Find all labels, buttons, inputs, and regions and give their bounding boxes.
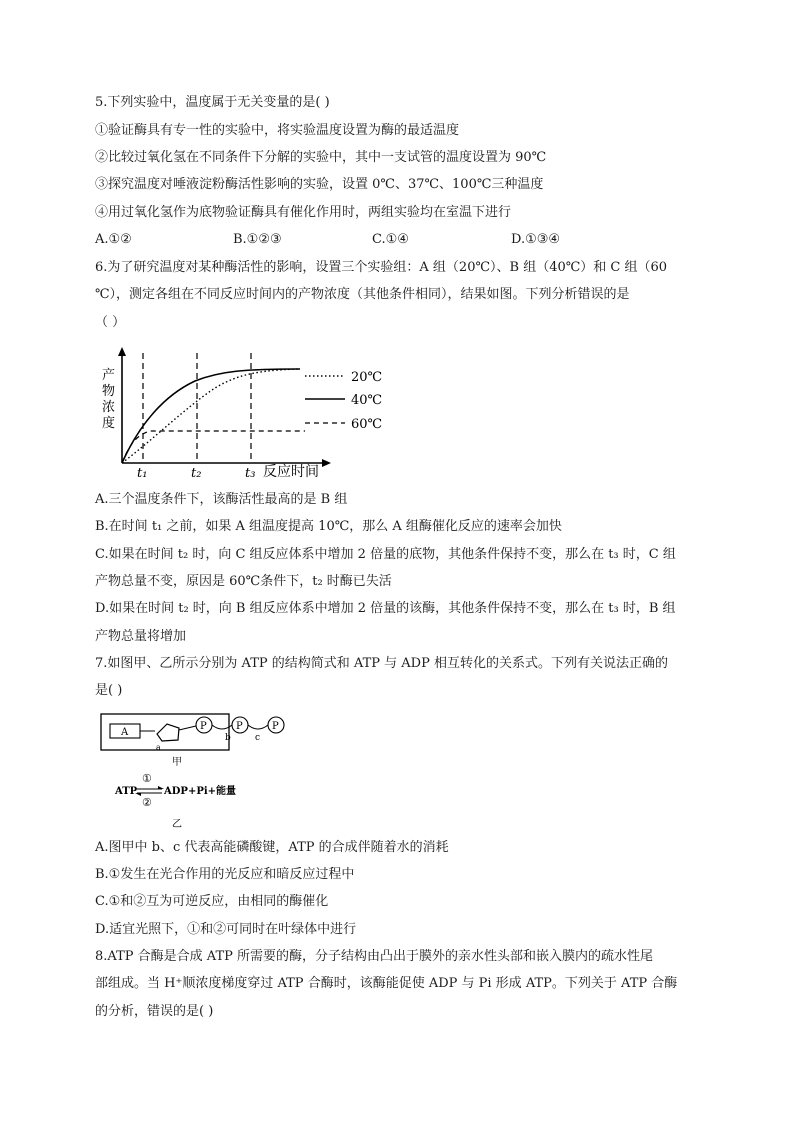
bond-label-b: b — [225, 733, 231, 743]
q5-item-4: ④用过氧化氢作为底物验证酶具有催化作用时，两组实验均在室温下进行 — [95, 205, 512, 220]
eq-right: ADP+Pi+能量 — [164, 786, 237, 797]
q7-stem-line-2: 是( ) — [95, 683, 123, 698]
q7-stem-line-1: 7.如图甲、乙所示分别为 ATP 的结构简式和 ATP 与 ADP 相互转化的关系式。下列有关说法正确的 — [95, 656, 668, 671]
legend-40c-label: 40℃ — [351, 393, 383, 408]
phosphate-1-label: P — [200, 721, 207, 732]
caption-jia: 甲 — [172, 757, 182, 768]
y-axis-arrow — [118, 347, 126, 356]
q7-figure — [100, 710, 300, 832]
q6-stem-line-3: （ ） — [95, 315, 126, 330]
tick-t1: t₁ — [137, 466, 148, 481]
q5-stem: 5.下列实验中，温度属于无关变量的是( ) — [95, 95, 330, 110]
q5-option-b: B.①②③ — [233, 232, 282, 247]
ylabel-char-2: 物 — [102, 384, 116, 399]
xlabel: 反应时间 — [263, 464, 319, 480]
curve-40c — [122, 369, 300, 463]
q6-option-d-line-2: 产物总量将增加 — [95, 629, 187, 644]
q6-option-c-line-2: 产物总量不变，原因是 60℃条件下，t₂ 时酶已失活 — [95, 574, 392, 589]
q8-stem-line-2: 部组成。当 H⁺顺浓度梯度穿过 ATP 合酶时，该酶能促使 ADP 与 Pi 形成 ATP。下列关于 ATP 合酶 — [95, 976, 678, 991]
q5-item-1: ①验证酶具有专一性的实验中，将实验温度设置为酶的最适温度 — [95, 123, 460, 138]
bond-label-c: c — [255, 733, 261, 743]
q5-option-d: D.①③④ — [511, 232, 561, 247]
q8-stem-line-3: 的分析，错误的是( ) — [95, 1004, 214, 1019]
q6-stem-line-1: 6.为了研究温度对某种酶活性的影响，设置三个实验组：A 组（20℃）、B 组（40℃）和 C 组（60 — [95, 260, 668, 275]
q6-option-a: A.三个温度条件下，该酶活性最高的是 B 组 — [95, 492, 348, 507]
ribose-pentagon — [157, 724, 179, 741]
q7-option-c: C.①和②互为可逆反应，由相同的酶催化 — [95, 894, 329, 909]
q5-option-a: A.①② — [95, 232, 132, 247]
legend-20c-label: 20℃ — [351, 370, 383, 385]
q5-item-3: ③探究温度对唾液淀粉酶活性影响的实验，设置 0℃、37℃、100℃三种温度 — [95, 177, 544, 192]
eq-arrow-bottom-label: ② — [142, 796, 152, 809]
q6-option-c-line-1: C.如果在时间 t₂ 时，向 C 组反应体系中增加 2 倍量的底物，其他条件保持不变，那么在 t₃ 时，C 组 — [95, 547, 676, 562]
q6-option-d-line-1: D.如果在时间 t₂ 时，向 B 组反应体系中增加 2 倍量的该酶，其他条件保持不变，那么在 t₃ 时，B 组 — [95, 601, 676, 616]
adenine-label: A — [121, 727, 129, 738]
q7-option-a: A.图甲中 b、c 代表高能磷酸键，ATP 的合成伴随着水的消耗 — [95, 840, 449, 855]
bond-label-a: a — [156, 743, 161, 752]
q6-stem-line-2: ℃），测定各组在不同反应时间内的产物浓度（其他条件相同），结果如图。下列分析错误的是 — [95, 287, 630, 302]
q7-option-b: B.①发生在光合作用的光反应和暗反应过程中 — [95, 867, 355, 882]
phosphate-2-label: P — [236, 721, 243, 732]
q8-stem-line-1: 8.ATP 合酶是合成 ATP 所需要的酶，分子结构由凸出于膜外的亲水性头部和嵌入膜内的疏水性尾 — [95, 949, 653, 964]
q7-option-d: D.适宜光照下，①和②可同时在叶绿体中进行 — [95, 922, 357, 937]
tick-t2: t₂ — [191, 466, 202, 481]
legend-60c-label: 60℃ — [351, 417, 383, 432]
q5-item-2: ②比较过氧化氢在不同条件下分解的实验中，其中一支试管的温度设置为 90℃ — [95, 150, 547, 165]
phosphate-3-label: P — [272, 721, 279, 732]
x-axis-arrow — [322, 459, 331, 467]
ylabel-char-4: 度 — [102, 416, 116, 431]
ylabel-char-3: 浓 — [102, 400, 116, 415]
q5-option-c: C.①④ — [372, 232, 409, 247]
ylabel-char-1: 产 — [102, 368, 116, 383]
eq-left: ATP — [115, 786, 138, 797]
caption-yi: 乙 — [172, 819, 182, 830]
curve-20c — [122, 369, 300, 463]
q6-figure — [95, 343, 395, 483]
q6-option-b: B.在时间 t₁ 之前，如果 A 组温度提高 10℃，那么 A 组酶催化反应的速率会加快 — [95, 519, 562, 534]
curve-60c — [122, 431, 305, 463]
bond-p2-p3 — [248, 725, 268, 729]
tick-t3: t₃ — [245, 466, 256, 481]
eq-arrow-top-label: ① — [142, 772, 152, 785]
bond-ribose-p1 — [179, 726, 196, 730]
